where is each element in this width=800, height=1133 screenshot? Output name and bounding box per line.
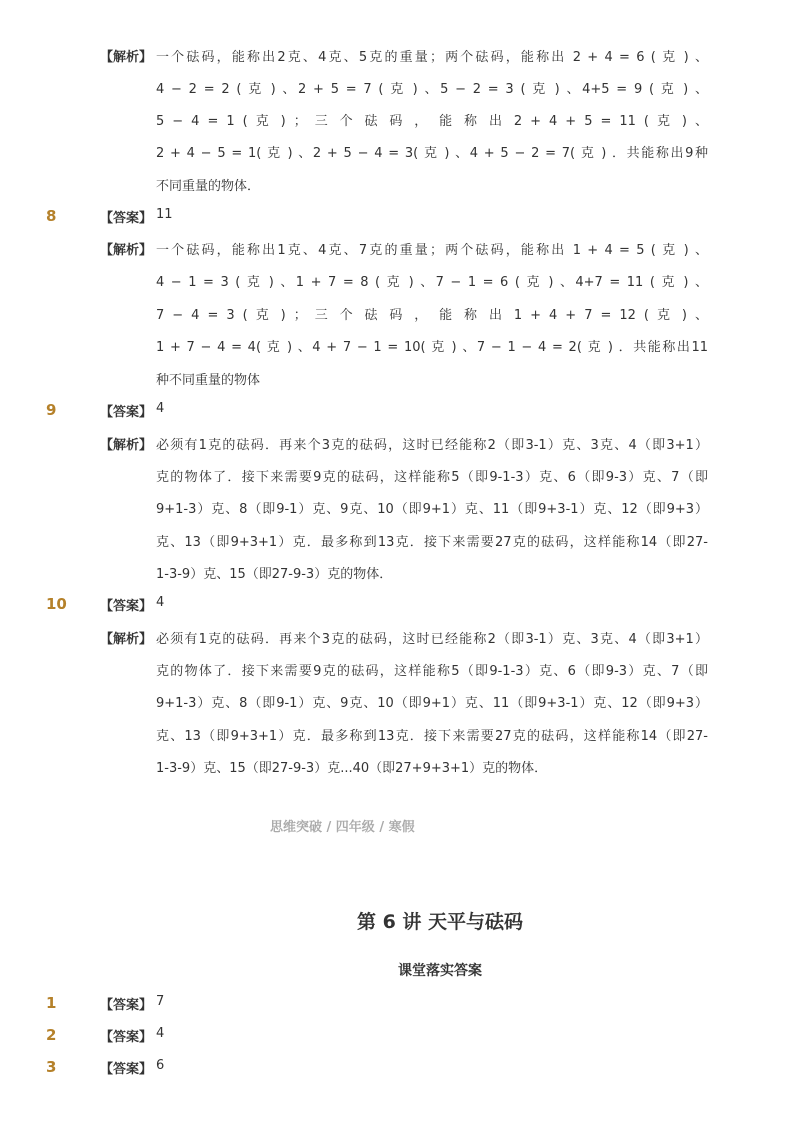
analysis-line: 2 + 4 − 5 = 1( 克 ) 、2 + 5 − 4 = 3( 克 ) 、4 + 5 − 2 = 7( 克 ) ．共能称出9种 <box>156 146 708 161</box>
answer-tag: 【答案】 <box>100 405 153 420</box>
analysis-tag: 【解析】 <box>100 438 153 453</box>
question-number: 9 <box>46 401 57 419</box>
answer-value: 4 <box>156 595 165 610</box>
answer-value: 4 <box>156 401 165 416</box>
analysis-tag: 【解析】 <box>100 632 153 647</box>
list-item <box>0 994 800 1016</box>
analysis-line: 必须有1克的砝码．再来个3克的砝码，这时已经能称2（即3-1）克、3克、4（即3+1） <box>156 438 708 453</box>
analysis-line: 9+1-3）克、8（即9-1）克、9克、10（即9+1）克、11（即9+3-1）克、12（即9+3） <box>156 502 708 517</box>
analysis-line: 9+1-3）克、8（即9-1）克、9克、10（即9+1）克、11（即9+3-1）克、12（即9+3） <box>156 696 708 711</box>
analysis-line: 种不同重量的物体 <box>156 373 261 388</box>
analysis-line: 1-3-9）克、15（即27-9-3）克...40（即27+9+3+1）克的物体． <box>156 761 548 776</box>
answer-tag: 【答案】 <box>100 998 153 1013</box>
answer-value: 11 <box>156 207 173 222</box>
analysis-line: 一个砝码，能称出1克、4克、7克的重量；两个砝码，能称出 1 + 4 = 5 ( 克 ) 、 <box>156 243 708 258</box>
analysis-line: 5 − 4 = 1 ( 克 ) ； 三 个 砝 码 ， 能 称 出 2 + 4 + 5 = 11 ( 克 ) 、 <box>156 114 708 129</box>
answer-tag: 【答案】 <box>100 599 153 614</box>
answer-value: 7 <box>156 994 165 1009</box>
analysis-line: 4 − 2 = 2 ( 克 ) 、2 + 5 = 7 ( 克 ) 、5 − 2 = 3 ( 克 ) 、4+5 = 9 ( 克 ) 、 <box>156 82 708 97</box>
analysis-line: 必须有1克的砝码．再来个3克的砝码，这时已经能称2（即3-1）克、3克、4（即3+1） <box>156 632 708 647</box>
question-number: 2 <box>46 1026 57 1044</box>
section-title: 课堂落实答案 <box>398 963 482 979</box>
analysis-line: 一个砝码，能称出2克、4克、5克的重量；两个砝码，能称出 2 + 4 = 6 ( 克 ) 、 <box>156 50 708 65</box>
analysis-line: 克的物体了．接下来需要9克的砝码，这样能称5（即9-1-3）克、6（即9-3）克、7（即 <box>156 470 708 485</box>
analysis-line: 4 − 1 = 3 ( 克 ) 、1 + 7 = 8 ( 克 ) 、7 − 1 = 6 ( 克 ) 、4+7 = 11 ( 克 ) 、 <box>156 275 708 290</box>
page-footer: 思维突破 / 四年级 / 寒假 <box>270 820 415 835</box>
question-number: 3 <box>46 1058 57 1076</box>
analysis-line: 克的物体了．接下来需要9克的砝码，这样能称5（即9-1-3）克、6（即9-3）克、7（即 <box>156 664 708 679</box>
analysis-line: 不同重量的物体． <box>156 179 261 194</box>
analysis-line: 1 + 7 − 4 = 4( 克 ) 、4 + 7 − 1 = 10( 克 ) 、7 − 1 − 4 = 2( 克 ) ．共能称出11 <box>156 340 708 355</box>
chapter-title: 第 6 讲 天平与砝码 <box>356 911 524 933</box>
analysis-line: 7 − 4 = 3 ( 克 ) ； 三 个 砝 码 ， 能 称 出 1 + 4 + 7 = 12 ( 克 ) 、 <box>156 308 708 323</box>
list-item <box>0 1026 800 1048</box>
answer-value: 4 <box>156 1026 165 1041</box>
answer-tag: 【答案】 <box>100 1030 153 1045</box>
analysis-line: 克、13（即9+3+1）克．最多称到13克．接下来需要27克的砝码，这样能称14（即27- <box>156 729 708 744</box>
question-number: 10 <box>46 595 67 613</box>
list-item <box>0 1058 800 1080</box>
question-number: 1 <box>46 994 57 1012</box>
analysis-tag: 【解析】 <box>100 50 153 65</box>
answer-value: 6 <box>156 1058 165 1073</box>
analysis-line: 1-3-9）克、15（即27-9-3）克的物体． <box>156 567 393 582</box>
answer-tag: 【答案】 <box>100 211 153 226</box>
analysis-tag: 【解析】 <box>100 243 153 258</box>
question-number: 8 <box>46 207 57 225</box>
answer-tag: 【答案】 <box>100 1062 153 1077</box>
analysis-line: 克、13（即9+3+1）克．最多称到13克．接下来需要27克的砝码，这样能称14（即27- <box>156 535 708 550</box>
